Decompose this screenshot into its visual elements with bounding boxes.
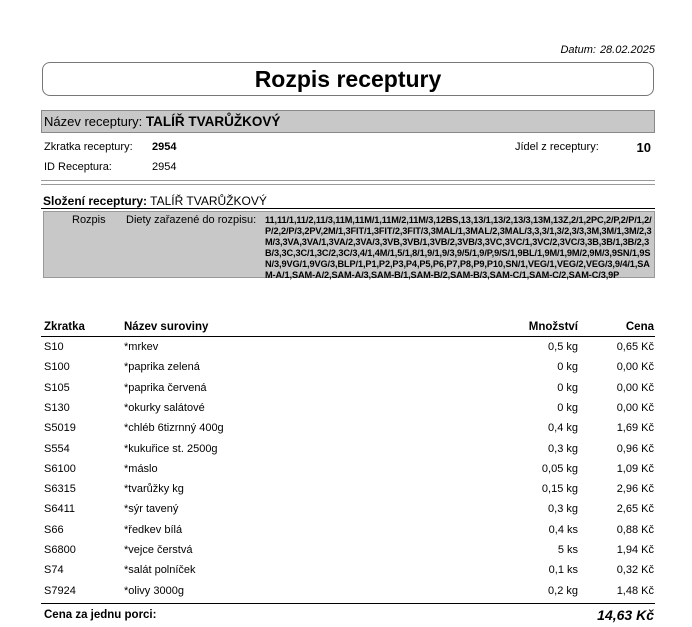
table-row [0,524,692,544]
col-header-cena: Cena [625,321,654,333]
cell-nazev: *tvarůžky kg [124,483,184,496]
cell-cena: 0,96 Kč [616,442,654,455]
table-row [0,503,692,523]
cell-zkratka: S10 [44,341,64,353]
cell-mnozstvi: 0,4 kg [548,422,578,435]
cell-mnozstvi: 0,3 kg [548,442,578,455]
divider [41,208,655,209]
cell-mnozstvi: 5 ks [557,544,578,556]
diety-label: Diety zařazené do rozpisu: [126,214,257,226]
cell-mnozstvi: 0,4 ks [548,523,578,536]
rozpis-label: Rozpis [72,214,106,226]
cell-zkratka: S74 [44,564,64,577]
cell-mnozstvi: 0,3 kg [548,503,578,516]
cell-nazev: *chléb 6tizrnný 400g [124,422,224,435]
cell-nazev: *kukuřice st. 2500g [124,442,218,455]
cell-cena: 1,48 Kč [616,584,654,597]
total-label: Cena za jednu porci: [44,609,157,621]
divider [41,180,655,181]
cell-mnozstvi: 0,15 kg [541,483,578,496]
recipe-name-value: TALÍŘ TVARŮŽKOVÝ [145,114,281,129]
date-line [556,44,655,56]
cell-zkratka: S6100 [44,462,76,475]
recipe-name-label: Název receptury: [44,114,143,129]
table-row [0,463,692,483]
cell-nazev: *vejce čerstvá [124,544,193,556]
cell-nazev: *paprika červená [124,381,207,394]
cell-cena: 0,00 Kč [616,401,654,414]
cell-mnozstvi: 0,2 kg [548,584,578,597]
cell-zkratka: S6411 [44,503,75,516]
cell-cena: 1,94 Kč [616,544,654,556]
cell-cena: 0,65 Kč [616,341,654,353]
cell-mnozstvi: 0 kg [557,381,578,394]
zkratka-label: Zkratka receptury: [44,141,133,153]
cell-zkratka: S7924 [44,584,76,597]
cell-mnozstvi: 0,5 kg [548,341,578,353]
cell-nazev: *máslo [124,462,158,475]
cell-cena: 0,00 Kč [616,381,654,394]
table-row [0,585,692,605]
slozeni-value: TALÍŘ TVARŮŽKOVÝ [150,194,267,208]
cell-mnozstvi: 0,1 ks [548,564,578,577]
col-header-mnozstvi: Množství [528,321,578,333]
jidel-label: Jídel z receptury: [515,141,599,153]
table-row [0,402,692,422]
slozeni-label: Složení receptury: [43,194,148,208]
cell-zkratka: S100 [44,361,70,374]
cell-cena: 1,69 Kč [616,422,654,435]
recipe-name-bar [41,110,655,133]
cell-nazev: *paprika zelená [124,361,200,374]
table-row [0,341,692,361]
cell-zkratka: S554 [44,442,70,455]
table-header-divider [41,336,655,337]
cell-nazev: *salát polníček [124,564,196,577]
cell-zkratka: S6800 [44,544,76,556]
cell-nazev: *okurky salátové [124,401,205,414]
table-row [0,544,692,564]
page-title: Rozpis receptury [42,62,654,96]
cell-nazev: *mrkev [124,341,159,353]
divider [41,184,655,185]
id-value: 2954 [152,161,177,173]
cell-cena: 0,88 Kč [616,523,654,536]
cell-cena: 0,00 Kč [616,361,654,374]
table-row [0,564,692,584]
col-header-zkratka: Zkratka [44,321,85,333]
col-header-nazev: Název suroviny [124,321,209,333]
total-divider [41,603,655,604]
cell-cena: 2,65 Kč [616,503,654,516]
cell-mnozstvi: 0 kg [557,401,578,414]
cell-nazev: *sýr tavený [124,503,179,516]
cell-zkratka: S66 [44,523,64,536]
table-row [0,382,692,402]
cell-cena: 1,09 Kč [616,462,654,475]
cell-zkratka: S6315 [44,483,76,496]
cell-mnozstvi: 0,05 kg [541,462,578,475]
zkratka-value: 2954 [152,141,177,153]
cell-mnozstvi: 0 kg [557,361,578,374]
cell-nazev: *ředkev bílá [124,523,183,536]
diety-value: 11,11/1,11/2,11/3,11M,11M/1,11M/2,11M/3,12BS,13,13/1,13/2,13/3,13M,13Z,2/1,2PC,2/P,2/P/1,2/P/2,2/P/3,2PV,2M/1,3FIT/1,3FIT/2,3FIT/3,3MAL/1,3MAL/2,3MAL/3,3,3/1,3/2,3/3,3M,3M/1,3M/2,3M/3,3VA,3VA/1,3VA/2,3VA/3,3VB,3VB/1,3VB/2,3VB/3,3VC,3VC/1,3VC/2,3VC/3,3B,3B/1,3B/2,3B/3,3C,3C/1,3C/2,3C/3,4/1,4M/1,5/1,8/1,9/1,9/3,9/5/1,9/P,9/S/1,9BL/1,9M/1,9M/2,9M/3,9SN/1,9SN/3,9VG/1,9VG/3,BLP/1,P1,P2,P3,P4,P5,P6,P7,P8,P9,P10,SN/1,VEG/1,VEG/2,VEG/3,9/4/1,SAM-A/1,SAM-A/2,SAM-A/3,SAM-B/1,SAM-B/2,SAM-B/3,SAM-C/1,SAM-C/2,SAM-C/3,9P [265,215,652,280]
total-value: 14,63 Kč [597,607,654,623]
cell-cena: 0,32 Kč [616,564,654,577]
slozeni-line [43,194,267,208]
table-row [0,483,692,503]
cell-nazev: *olivy 3000g [124,584,184,597]
date-value: 28.02.2025 [599,44,655,56]
id-label: ID Receptura: [44,161,112,173]
table-row [0,443,692,463]
date-label: Datum: [560,44,596,56]
jidel-value: 10 [636,140,651,155]
cell-cena: 2,96 Kč [616,483,654,496]
cell-zkratka: S105 [44,381,70,394]
cell-zkratka: S130 [44,401,70,414]
table-row [0,422,692,442]
cell-zkratka: S5019 [44,422,76,435]
table-row [0,361,692,381]
